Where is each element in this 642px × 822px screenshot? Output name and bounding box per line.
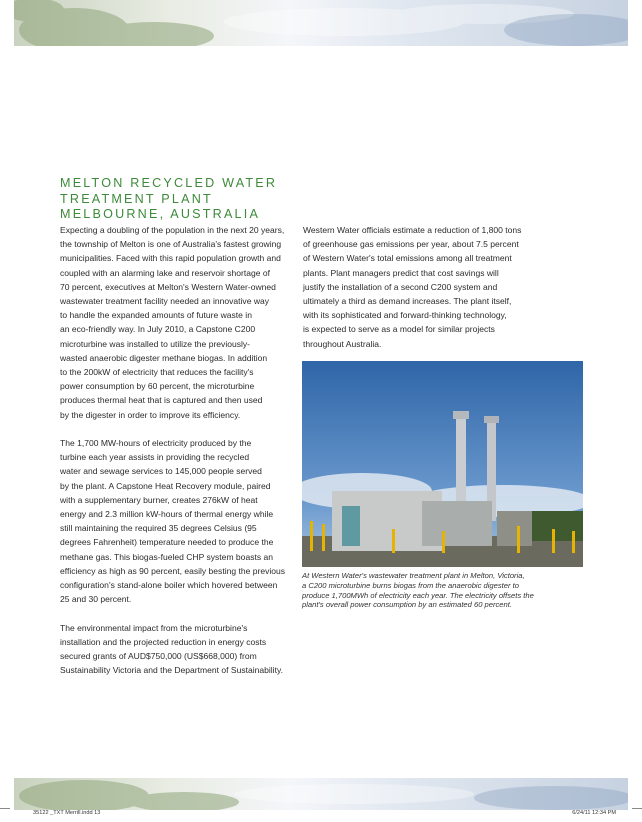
- microturbine-photo: [302, 361, 583, 567]
- text-line: justify the installation of a second C200 system and: [303, 281, 498, 292]
- text-line: of Western Water's total emissions among all treatment: [303, 253, 512, 264]
- text-line: by the plant. A Capstone Heat Recovery module, paired: [60, 480, 271, 491]
- text-line: ultimately a third as demand increases. The plant itself,: [303, 296, 512, 307]
- paragraph: [60, 436, 292, 606]
- text-line: The environmental impact from the microturbine's: [60, 622, 248, 633]
- caption-line: produce 1,700MWh of electricity each year. The electricity offsets the: [302, 590, 534, 600]
- title-line: MELBOURNE, AUSTRALIA: [60, 207, 261, 221]
- text-line: an eco-friendly way. In July 2010, a Capstone C200: [60, 324, 256, 335]
- text-line: secured grants of AUD$750,000 (US$668,000) from: [60, 651, 257, 662]
- top-decorative-banner: [14, 0, 628, 46]
- caption-line: plant's overall power consumption by an estimated 60 percent.: [302, 600, 512, 610]
- text-line: municipalities. Faced with this rapid population growth and: [60, 253, 281, 264]
- text-line: Expecting a doubling of the population in the next 20 years,: [60, 225, 285, 235]
- text-line: with its sophisticated and forward-thinking technology,: [303, 310, 507, 321]
- text-line: is expected to serve as a model for similar projects: [303, 324, 495, 335]
- text-line: Western Water officials estimate a reduction of 1,800 tons: [303, 225, 522, 235]
- text-line: coupled with an alarming lake and reservoir shortage of: [60, 267, 270, 278]
- text-line: installation and the projected reduction in energy costs: [60, 636, 267, 647]
- text-line: to the 200kW of electricity that reduces the facility's: [60, 367, 254, 378]
- text-line: with a supplementary burner, creates 276kW of heat: [60, 494, 258, 505]
- text-line: wasted anaerobic digester methane biogas. In addition: [60, 352, 268, 363]
- banner-leaf-art: [14, 778, 628, 810]
- caption-line: a C200 microturbine burns biogas from the anaerobic digester to: [302, 580, 519, 590]
- crop-mark: [0, 808, 10, 809]
- text-line: by the digester in order to improve its efficiency.: [60, 409, 241, 420]
- text-line: of greenhouse gas emissions per year, about 7.5 percent: [303, 239, 519, 250]
- right-column: [303, 223, 583, 351]
- article-title: [60, 176, 277, 223]
- text-line: plants. Plant managers predict that cost savings will: [303, 267, 499, 278]
- text-line: to handle the expanded amounts of future waste in: [60, 310, 252, 321]
- text-line: wastewater treatment facility needed an innovative way: [60, 296, 270, 307]
- left-column: [60, 223, 292, 677]
- text-line: energy and 2.3 million kW-hours of thermal energy while: [60, 509, 274, 520]
- text-line: microturbine was installed to utilize the previously-: [60, 338, 251, 349]
- crop-mark: [632, 808, 642, 809]
- text-line: power consumption by 60 percent, the microturbine: [60, 381, 255, 392]
- photo-caption: [302, 571, 583, 610]
- paragraph: [60, 621, 292, 678]
- footer-timestamp: 6/24/11 12:34 PM: [572, 810, 616, 816]
- text-line: 70 percent, executives at Melton's Western Water-owned: [60, 281, 276, 292]
- text-line: The 1,700 MW-hours of electricity produced by the: [60, 438, 252, 449]
- bottom-decorative-banner: [14, 778, 628, 810]
- text-line: configuration's stand-alone boiler which hovered between: [60, 580, 278, 591]
- banner-leaf-art: [14, 0, 628, 46]
- text-line: turbine each year assists in providing the recycled: [60, 452, 250, 463]
- text-line: Sustainability Victoria and the Department of Sustainability.: [60, 665, 283, 676]
- caption-line: At Western Water's wastewater treatment plant in Melton, Victoria,: [302, 571, 525, 580]
- title-line: TREATMENT PLANT: [60, 191, 213, 206]
- paragraph: [303, 223, 583, 351]
- text-line: water and sewage services to 145,000 people served: [60, 466, 262, 477]
- footer-file-slug: 35122 _TXT Merrill.indd 13: [33, 810, 101, 816]
- text-line: still maintaining the required 35 degrees Celsius (95: [60, 523, 257, 534]
- paragraph: [60, 223, 292, 422]
- text-line: produces thermal heat that is captured and then used: [60, 395, 263, 406]
- text-line: 25 and 30 percent.: [60, 594, 132, 605]
- text-line: methane gas. This biogas-fueled CHP system boasts an: [60, 551, 273, 562]
- text-line: efficiency as high as 90 percent, easily besting the previous: [60, 565, 286, 576]
- text-line: the township of Melton is one of Australia's fastest growing: [60, 239, 282, 250]
- text-line: degrees Fahrenheit) temperature needed to produce the: [60, 537, 274, 548]
- title-line: MELTON RECYCLED WATER: [60, 176, 278, 190]
- text-line: throughout Australia.: [303, 338, 382, 349]
